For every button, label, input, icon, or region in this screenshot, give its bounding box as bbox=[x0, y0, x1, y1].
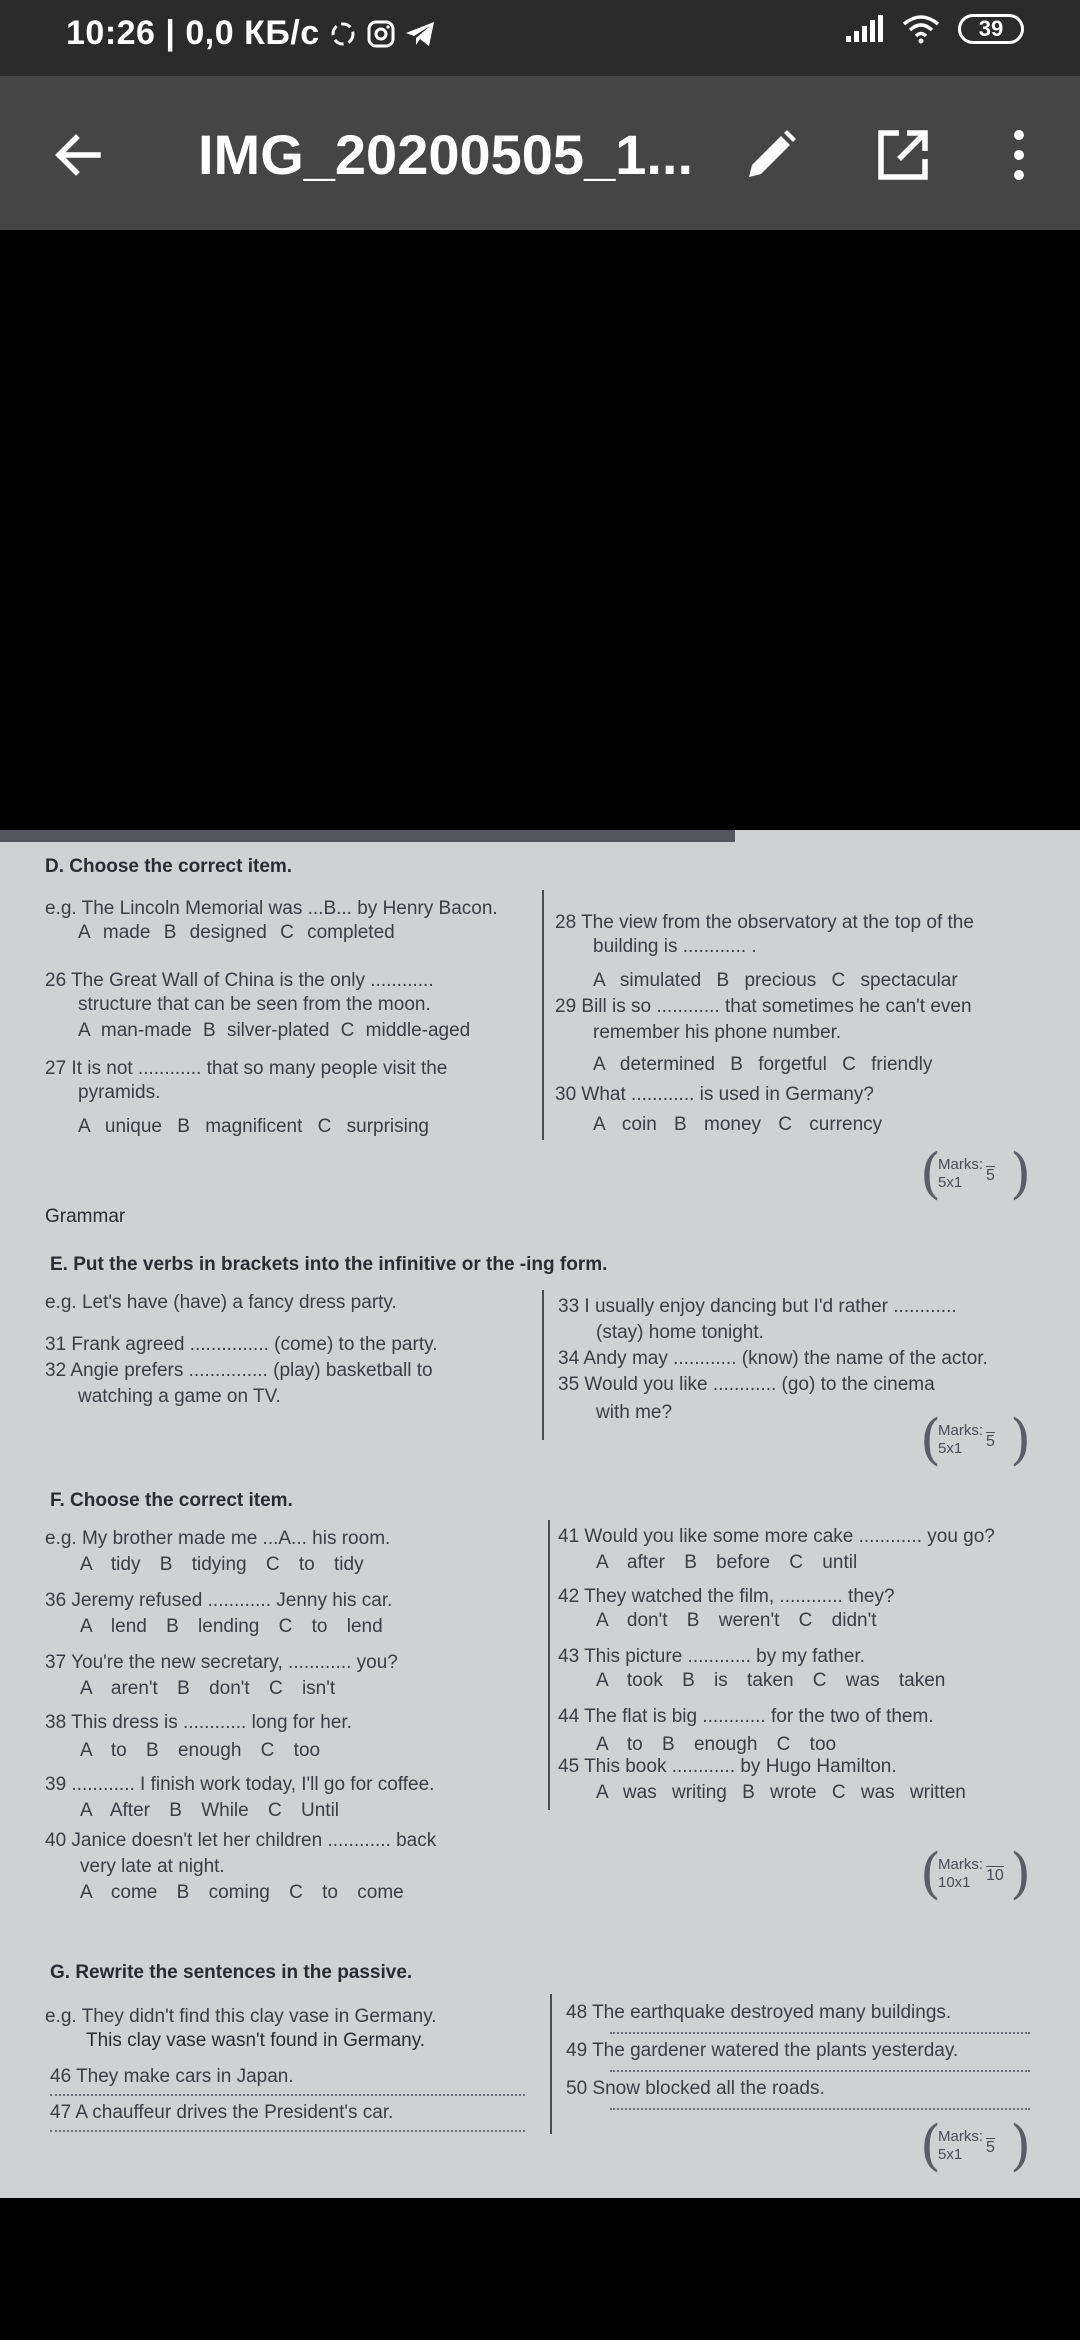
q47: 47 A chauffeur drives the President's car. bbox=[50, 2102, 394, 2123]
marks-label-g: Marks: 5x1 bbox=[938, 2128, 983, 2163]
telegram-icon bbox=[404, 19, 436, 49]
q30-line1: 30 What ............ is used in Germany? bbox=[555, 1084, 874, 1105]
d-example-options: A made B designed C completed bbox=[78, 922, 395, 943]
q45-options: A was writing B wrote C was written bbox=[596, 1782, 966, 1803]
status-time-network: 10:26 | 0,0 КБ/с bbox=[66, 14, 320, 52]
q40-options: A come B coming C to come bbox=[80, 1882, 404, 1903]
f-example-options: A tidy B tidying C to tidy bbox=[80, 1554, 364, 1575]
signal-icon bbox=[844, 14, 884, 44]
marks-box-f: ( Marks: 10x1 10 ) bbox=[920, 1842, 1032, 1905]
e-example: e.g. Let's have (have) a fancy dress party. bbox=[45, 1292, 397, 1313]
status-right bbox=[844, 14, 1024, 44]
worksheet-photo bbox=[0, 830, 1080, 2198]
back-button[interactable] bbox=[42, 120, 112, 190]
section-e-heading: E. Put the verbs in brackets into the infinitive or the -ing form. bbox=[50, 1254, 608, 1275]
q32-line1: 32 Angie prefers ............... (play) basketball to bbox=[45, 1360, 433, 1381]
q35-line2: with me? bbox=[596, 1402, 673, 1423]
arrow-left-icon bbox=[50, 128, 104, 182]
q50-answer-line[interactable] bbox=[610, 2106, 1030, 2110]
q26-line2: structure that can be seen from the moon. bbox=[78, 994, 431, 1015]
q36-line1: 36 Jeremy refused ............ Jenny his car. bbox=[45, 1590, 393, 1611]
divider-d bbox=[542, 890, 544, 1140]
q46: 46 They make cars in Japan. bbox=[50, 2066, 294, 2087]
q50: 50 Snow blocked all the roads. bbox=[566, 2078, 825, 2099]
q35-line1: 35 Would you like ............ (go) to the cinema bbox=[558, 1374, 935, 1395]
divider-f bbox=[548, 1520, 550, 1810]
q26-options: A man-made B silver-plated C middle-aged bbox=[78, 1020, 471, 1041]
q46-answer-line[interactable] bbox=[50, 2092, 525, 2096]
q37-line1: 37 You're the new secretary, ............ you? bbox=[45, 1652, 398, 1673]
q28-line2: building is ............ . bbox=[593, 936, 757, 957]
q49: 49 The gardener watered the plants yesterday. bbox=[566, 2040, 959, 2061]
q28-line1: 28 The view from the observatory at the top of the bbox=[555, 912, 974, 933]
grammar-heading: Grammar bbox=[45, 1206, 126, 1227]
marks-total-d: 5 bbox=[986, 1167, 995, 1184]
divider-e bbox=[542, 1290, 544, 1440]
q42-line1: 42 They watched the film, ............ they? bbox=[558, 1586, 895, 1607]
f-example-question: e.g. My brother made me ...A... his room. bbox=[45, 1528, 391, 1549]
file-title: IMG_20200505_1... bbox=[198, 123, 694, 186]
q29-line1: 29 Bill is so ............ that sometimes he can't even bbox=[555, 996, 972, 1017]
q28-options: A simulated B precious C spectacular bbox=[593, 970, 958, 991]
q38-line1: 38 This dress is ............ long for her. bbox=[45, 1712, 352, 1733]
marks-label-f: Marks: 10x1 bbox=[938, 1856, 983, 1891]
section-g-heading: G. Rewrite the sentences in the passive. bbox=[50, 1962, 413, 1983]
q31: 31 Frank agreed ............... (come) to the party. bbox=[45, 1334, 438, 1355]
q29-line2: remember his phone number. bbox=[593, 1022, 842, 1043]
q38-options: A to B enough C too bbox=[80, 1740, 321, 1761]
more-options-button[interactable] bbox=[984, 120, 1054, 190]
app-bar bbox=[0, 76, 1080, 230]
image-viewer[interactable] bbox=[0, 230, 1080, 2340]
q36-options: A lend B lending C to lend bbox=[80, 1616, 383, 1637]
q27-line2: pyramids. bbox=[78, 1082, 161, 1103]
q42-options: A don't B weren't C didn't bbox=[596, 1610, 877, 1631]
q32-line2: watching a game on TV. bbox=[78, 1386, 281, 1407]
q49-answer-line[interactable] bbox=[610, 2068, 1030, 2072]
sync-icon bbox=[328, 19, 358, 49]
instagram-icon bbox=[366, 19, 396, 49]
q43-line1: 43 This picture ............ by my father. bbox=[558, 1646, 865, 1667]
status-bar bbox=[0, 0, 1080, 76]
marks-box-e: ( Marks: 5x1 5 ) bbox=[920, 1408, 1032, 1471]
q39-line1: 39 ............ I finish work today, I'll go for coffee. bbox=[45, 1774, 435, 1795]
section-d-heading: D. Choose the correct item. bbox=[45, 856, 293, 877]
q33-line2: (stay) home tonight. bbox=[596, 1322, 764, 1343]
open-external-icon bbox=[875, 127, 931, 183]
section-f-heading: F. Choose the correct item. bbox=[50, 1490, 293, 1511]
more-vertical-icon bbox=[1009, 127, 1029, 183]
q41-options: A after B before C until bbox=[596, 1552, 858, 1573]
q40-line1: 40 Janice doesn't let her children ............ back bbox=[45, 1830, 437, 1851]
status-left bbox=[66, 14, 436, 53]
edit-button[interactable] bbox=[736, 120, 806, 190]
q26-line1: 26 The Great Wall of China is the only ............ bbox=[45, 970, 434, 991]
wifi-icon bbox=[902, 14, 940, 44]
d-example-question: e.g. The Lincoln Memorial was ...B... by Henry Bacon. bbox=[45, 898, 498, 919]
q33-line1: 33 I usually enjoy dancing but I'd rather ............ bbox=[558, 1296, 957, 1317]
q44-line1: 44 The flat is big ............ for the two of them. bbox=[558, 1706, 934, 1727]
battery-indicator: 39 bbox=[958, 14, 1024, 44]
q48-answer-line[interactable] bbox=[610, 2030, 1030, 2034]
g-example-question: e.g. They didn't find this clay vase in Germany. bbox=[45, 2006, 437, 2027]
pencil-icon bbox=[743, 127, 799, 183]
q37-options: A aren't B don't C isn't bbox=[80, 1678, 336, 1699]
q34: 34 Andy may ............ (know) the name of the actor. bbox=[558, 1348, 988, 1369]
q45-line1: 45 This book ............ by Hugo Hamilton. bbox=[558, 1756, 897, 1777]
q43-options: A took B is taken C was taken bbox=[596, 1670, 946, 1691]
marks-box-g: ( Marks: 5x1 5 ) bbox=[920, 2114, 1032, 2177]
divider-g bbox=[550, 1994, 552, 2134]
marks-box-d: ( Marks: 5x1 5 ) bbox=[920, 1142, 1032, 1205]
q39-options: A After B While C Until bbox=[80, 1800, 340, 1821]
q27-line1: 27 It is not ............ that so many people visit the bbox=[45, 1058, 448, 1079]
q40-line2: very late at night. bbox=[80, 1856, 225, 1877]
q30-options: A coin B money C currency bbox=[593, 1114, 883, 1135]
q44-options: A to B enough C too bbox=[596, 1734, 837, 1755]
q27-options: A unique B magnificent C surprising bbox=[78, 1116, 429, 1137]
q29-options: A determined B forgetful C friendly bbox=[593, 1054, 933, 1075]
g-example-answer: This clay vase wasn't found in Germany. bbox=[86, 2030, 426, 2051]
q41-line1: 41 Would you like some more cake ............ you go? bbox=[558, 1526, 995, 1547]
open-with-button[interactable] bbox=[868, 120, 938, 190]
marks-label-e: Marks: 5x1 bbox=[938, 1422, 983, 1457]
page-top-edge bbox=[0, 830, 735, 842]
q47-answer-line[interactable] bbox=[50, 2128, 525, 2132]
marks-total-g: 5 bbox=[986, 2139, 995, 2156]
marks-total-f: 10 bbox=[986, 1867, 1004, 1884]
q48: 48 The earthquake destroyed many buildings. bbox=[566, 2002, 952, 2023]
marks-label-d: Marks: 5x1 bbox=[938, 1156, 983, 1191]
marks-total-e: 5 bbox=[986, 1433, 995, 1450]
